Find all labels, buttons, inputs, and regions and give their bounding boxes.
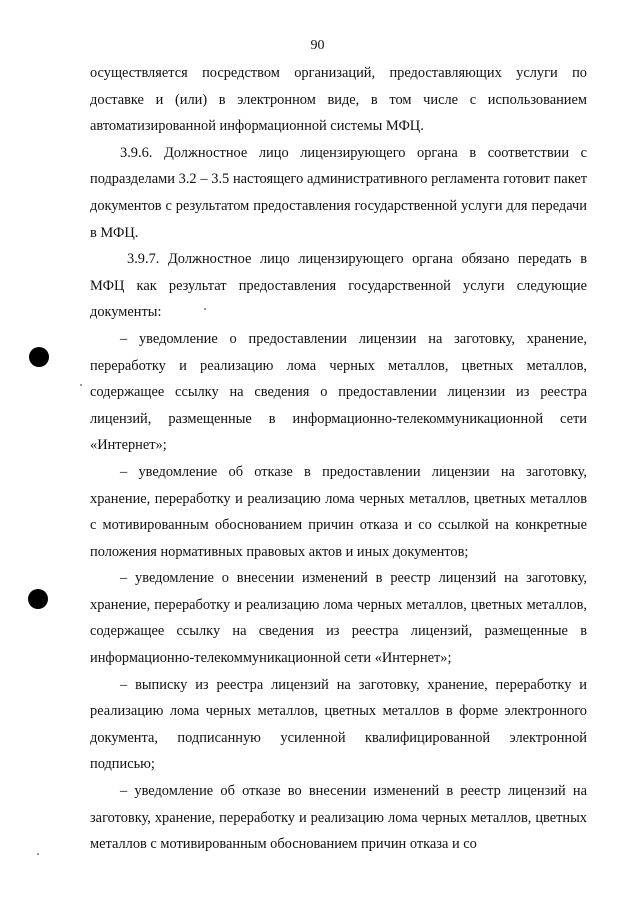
scan-speck bbox=[204, 308, 206, 310]
list-item-changes-notice: – уведомление о внесении изменений в реестр лицензий на заготовку, хранение, переработку и реализацию лома черных металлов, цветных металлов, содержащее ссылку на сведения из реестра лицензий, размещенные в информационно-телекоммуникационной сети «Интернет»; bbox=[90, 570, 587, 667]
list-item-refusal-notice: – уведомление об отказе в предоставлении лицензии на заготовку, хранение, переработку и реализацию лома черных металлов, цветных металлов с мотивированным обоснованием причин отказа и со ссылкой на конкретные положения нормативных правовых актов и иных документов; bbox=[90, 463, 587, 560]
punch-hole-mark bbox=[28, 589, 48, 609]
paragraph-3-9-6: 3.9.6. Должностное лицо лицензирующего органа в соответствии с подразделами 3.2 – 3.5 настоящего административного регламента готовит пакет документов с результатом предоставления государственной услуги для передачи в МФЦ. bbox=[90, 144, 587, 241]
page-number: 90 bbox=[310, 38, 325, 53]
paragraph-continuation: осуществляется посредством организаций, предоставляющих услуги по доставке и (или) в электронном виде, в том числе с использованием автоматизированной информационной системы МФЦ. bbox=[90, 65, 587, 135]
paragraph-3-9-7: 3.9.7. Должностное лицо лицензирующего органа обязано передать в МФЦ как результат предоставления государственной услуги следующие документы: bbox=[90, 251, 587, 321]
scan-speck bbox=[80, 384, 82, 386]
list-item-license-notice: – уведомление о предоставлении лицензии на заготовку, хранение, переработку и реализацию лома черных металлов, цветных металлов, содержащее ссылку на сведения о предоставлении лицензии из реестра лицензий, размещенные в информационно-телекоммуникационной сети «Интернет»; bbox=[90, 330, 587, 454]
punch-hole-mark bbox=[29, 347, 49, 367]
list-item-registry-extract: – выписку из реестра лицензий на заготовку, хранение, переработку и реализацию лома черных металлов, цветных металлов в форме электронного документа, подписанную усиленной квалифицированной электронной подписью; bbox=[90, 676, 587, 773]
scan-speck bbox=[37, 853, 39, 855]
list-item-changes-refusal-notice: – уведомление об отказе во внесении изменений в реестр лицензий на заготовку, хранение, переработку и реализацию лома черных металлов, цветных металлов с мотивированным обоснованием причин отказа и со bbox=[90, 783, 587, 853]
body-text bbox=[90, 60, 587, 858]
